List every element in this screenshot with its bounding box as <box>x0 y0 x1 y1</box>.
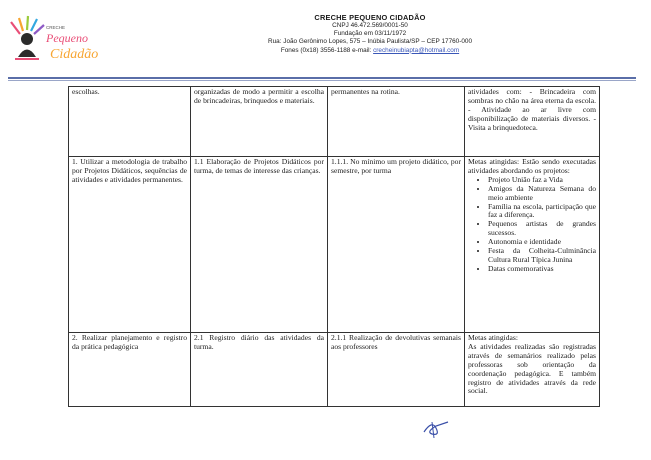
logo-small-text: CRECHE <box>46 25 66 30</box>
row2-action: 1.1 Elaboração de Projetos Didáticos por turma, de temas de interesse das crianças. <box>191 157 328 333</box>
list-item: • Amigos da Natureza Semana do meio ambiente <box>488 185 596 203</box>
list-item: • Datas comemorativas <box>488 265 596 274</box>
list-item: • Projeto União faz a Vida <box>488 176 596 185</box>
goals-table <box>68 86 600 407</box>
signature-mark <box>418 418 454 440</box>
row2-result <box>465 157 600 333</box>
cnpj: CNPJ 46.472.569/0001-50 <box>332 22 408 29</box>
row3-objective: 2. Realizar planejamento e registro da prática pedagógica <box>69 333 191 407</box>
projects-list <box>468 176 596 274</box>
list-item: • Família na escola, participação que faz a diferença. <box>488 203 596 221</box>
row2-result-intro: Metas atingidas: Estão sendo executadas atividades abordando os projetos: <box>468 157 596 175</box>
table-row <box>69 87 600 157</box>
row2-indicator: 1.1.1. No mínimo um projeto didático, por semestre, por turma <box>328 157 465 333</box>
logo-head <box>21 33 33 45</box>
table-row <box>69 333 600 407</box>
row1-result: atividades com: - Brincadeira com sombras no chão na área eterna da escola. - Atividade ao ar livre com disponibilização de materiais diversos. - Visita a brinquedoteca. <box>465 87 600 157</box>
table-row <box>69 157 600 333</box>
phones: Fones (0x18) 3556-1188 e-mail: <box>280 46 374 54</box>
founded-date: Fundação em 03/11/1972 <box>333 30 407 38</box>
list-item: • Festa da Colheita-Culminância Cultura Rural Típica Junina <box>488 247 596 265</box>
list-item: • Autonomia e identidade <box>488 238 596 247</box>
row2-objective: 1. Utilizar a metodologia de trabalho por Projetos Didáticos, sequências de atividades e atividades permanentes. <box>69 157 191 333</box>
contact-line <box>180 47 560 55</box>
list-item: • Pequenos artistas de grandes sucessos. <box>488 220 596 238</box>
letterhead <box>180 13 560 55</box>
row3-result: Metas atingidas: As atividades realizadas são registradas através de semanários realizado pelas professoras sob orientação da coordenação pedagógica. E também registro de atividades através da rede social. <box>465 333 600 407</box>
row3-indicator: 2.1.1 Realização de devolutivas semanais aos professores <box>328 333 465 407</box>
logo-body <box>18 50 36 58</box>
creche-logo <box>6 12 106 64</box>
row1-action: organizadas de modo a permitir a escolha de brincadeiras, brinquedos e materiais. <box>191 87 328 157</box>
logo-sun-rays <box>11 16 44 34</box>
address: Rua: João Gerônimo Lopes, 575 – Inúbia Paulista/SP – CEP 17760-000 <box>267 38 473 46</box>
header-divider-thin <box>8 80 636 81</box>
row3-action: 2.1 Registro diário das atividades da turma. <box>191 333 328 407</box>
email-link[interactable]: crecheinubiapta@hotmail.com <box>373 46 460 54</box>
row1-objective: escolhas. <box>69 87 191 157</box>
row1-indicator: permanentes na rotina. <box>328 87 465 157</box>
logo-word2: Cidadão <box>50 47 99 62</box>
org-name: CRECHE PEQUENO CIDADÃO <box>314 13 426 22</box>
logo-word1: Pequeno <box>46 31 88 45</box>
header-divider <box>8 77 636 79</box>
